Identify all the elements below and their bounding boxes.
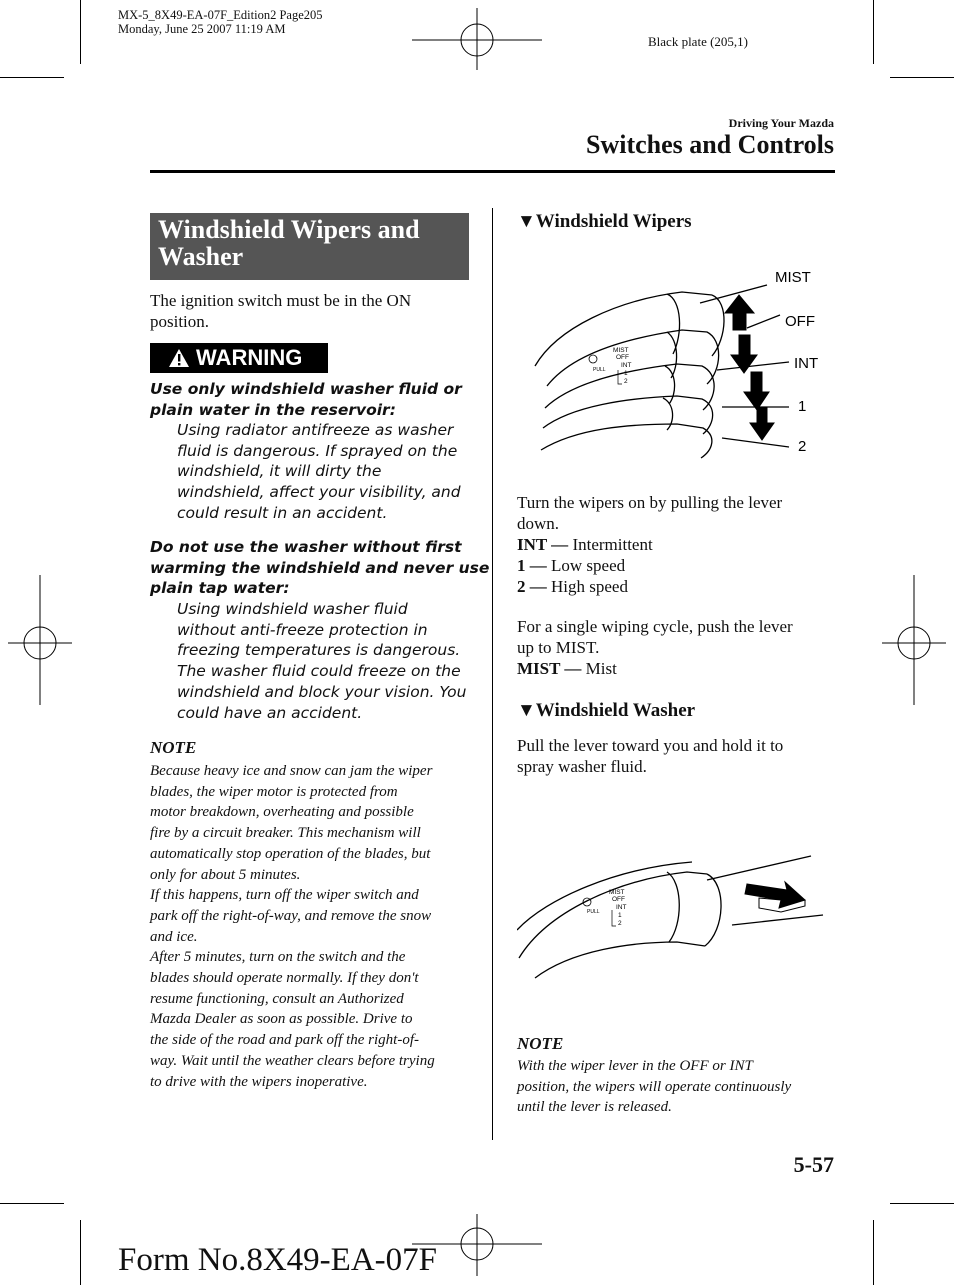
warning-2-body [177,599,466,723]
crop-mark [80,0,81,64]
warning-line: freezing temperatures is dangerous. [177,641,461,660]
def-value: Low speed [546,556,626,575]
def-value: Mist [581,659,617,678]
crop-mark [0,77,64,78]
note-line: motor breakdown, overheating and possible [150,804,414,821]
note-line: only for about 5 minutes. [150,866,301,883]
header-rule [150,170,835,173]
def-low [517,555,782,576]
wipers-text-line: Turn the wipers on by pulling the lever [517,493,783,512]
warning-1-body [177,420,461,524]
crop-mark [80,1220,81,1285]
warning-line: windshield, affect your visibility, and [177,483,461,502]
wipers-subheading: ▼Windshield Wipers [517,211,692,232]
note-line: blades, the wiper motor is protected from [150,783,398,800]
registration-mark-left [8,575,72,705]
warning-line: could have an accident. [177,703,363,722]
note-line: resume functioning, consult an Authorized [150,990,404,1007]
warning-line: windshield and block your vision. You [177,682,467,701]
slug-line-2: Monday, June 25 2007 11:19 AM [118,22,286,36]
note-body-right [517,1056,791,1118]
topic-title-box [150,213,469,280]
crop-mark [890,1203,954,1204]
note-line: After 5 minutes, turn on the switch and the [150,949,406,966]
note-line: Mazda Dealer as soon as possible. Drive to [150,1011,413,1028]
section-title: Switches and Controls [585,130,834,159]
warning-line: Using radiator antifreeze as washer [177,421,454,439]
wipers-instructions [517,492,782,597]
wiper-lever-diagram [517,258,827,478]
warning-line: Do not use the washer without first [150,538,462,556]
def-key: 1 — [517,556,547,575]
warning-line: Use only windshield washer fluid or [150,380,462,398]
warning-line: The washer fluid could freeze on the [177,662,461,681]
lever-text-pull: PULL [593,367,606,373]
washer-lever-text-off: OFF [612,896,625,903]
washer-lever-text-int: INT [616,904,627,911]
note-line: way. Wait until the weather clears before trying [150,1052,435,1069]
def-value: High speed [546,577,628,596]
warning-line: warming the windshield and never use [150,558,490,577]
topic-title-line-1: Windshield Wipers and [158,215,420,244]
single-cycle-instructions [517,616,793,679]
note-line: Because heavy ice and snow can jam the wiper [150,763,433,779]
def-value: Intermittent [568,535,653,554]
warning-line: could result in an accident. [177,503,388,522]
warning-line: plain tap water: [150,579,290,598]
label-int: INT [794,355,819,372]
warning-1-heading [150,379,462,420]
intro-line: The ignition switch must be in the ON [150,291,412,310]
intro-paragraph [150,290,411,332]
lever-text-off: OFF [616,354,629,361]
label-2: 2 [798,438,807,455]
wipers-text-line: down. [517,514,560,533]
note-line: If this happens, turn off the wiper switch and [150,887,419,904]
warning-2-heading [150,537,489,599]
registration-mark-right [882,575,946,705]
washer-instructions [517,735,783,777]
page-number: 5-57 [793,1152,834,1177]
registration-mark-top [412,8,542,70]
def-high [517,576,782,597]
note-heading-right: NOTE [517,1034,564,1053]
warning-line: without anti-freeze protection in [177,620,428,639]
arrow-down-off-icon [731,335,757,373]
lever-text-mist: MIST [613,347,629,354]
lever-text-1: 1 [624,370,628,377]
def-key: MIST — [517,659,582,678]
note-line: park off the right-of-way, and remove the snow [150,907,432,924]
washer-text-line: Pull the lever toward you and hold it to [517,736,784,755]
lever-text-2: 2 [624,378,628,385]
washer-text-line: spray washer fluid. [517,757,647,776]
washer-subheading: ▼Windshield Washer [517,700,696,721]
note-heading-left: NOTE [150,738,197,757]
warning-badge [150,343,328,373]
pull-arrow-icon [745,882,805,912]
warning-triangle-icon [168,348,190,368]
warning-line: Using windshield washer fluid [177,600,408,618]
label-1: 1 [798,398,807,415]
crop-mark [890,77,954,78]
slug-line-1: MX-5_8X49-EA-07F_Edition2 Page205 [118,8,323,22]
def-mist [517,658,793,679]
arrow-up-mist-icon [725,295,754,330]
warning-line: plain water in the reservoir: [150,400,396,419]
black-plate-label: Black plate (205,1) [648,34,748,49]
washer-lever-text-1: 1 [618,912,622,919]
label-off: OFF [785,313,815,330]
washer-lever-text-mist: MIST [609,889,625,896]
washer-lever-text-pull: PULL [587,909,600,915]
lever-text-int: INT [621,362,632,369]
def-int [517,534,782,555]
warning-label: WARNING [196,345,303,370]
form-number: Form No.8X49-EA-07F [118,1242,437,1278]
print-slug [118,8,323,36]
chapter-name: Driving Your Mazda [728,116,834,130]
note-line: until the lever is released. [517,1099,672,1116]
washer-lever-text-2: 2 [618,920,622,927]
column-divider [492,208,493,1140]
washer-lever-diagram [517,850,827,990]
def-key: 2 — [517,577,547,596]
single-text-line: For a single wiping cycle, push the lever [517,617,793,636]
intro-line: position. [150,312,210,331]
note-line: With the wiper lever in the OFF or INT [517,1058,753,1074]
single-text-line: up to MIST. [517,638,600,657]
note-body-left [150,761,435,1092]
topic-title-line-2: Washer [158,242,244,271]
crop-mark [873,1220,874,1285]
def-key: INT — [517,535,569,554]
note-line: position, the wipers will operate continuously [517,1078,792,1095]
warning-line: windshield, it will dirty the [177,462,382,481]
crop-mark [0,1203,64,1204]
label-mist: MIST [775,269,811,286]
note-line: blades should operate normally. If they don't [150,970,419,987]
note-line: fire by a circuit breaker. This mechanism will [150,825,421,842]
note-line: the side of the road and park off the right-of- [150,1032,419,1049]
note-line: automatically stop operation of the blades, but [150,845,431,862]
arrow-down-int-icon [744,372,769,410]
note-line: and ice. [150,928,198,945]
arrow-down-low-icon [750,408,774,440]
crop-mark [873,0,874,64]
note-line: to drive with the wipers inoperative. [150,1073,368,1090]
warning-line: fluid is dangerous. If sprayed on the [177,441,458,460]
washer-symbol-icon [589,355,597,363]
